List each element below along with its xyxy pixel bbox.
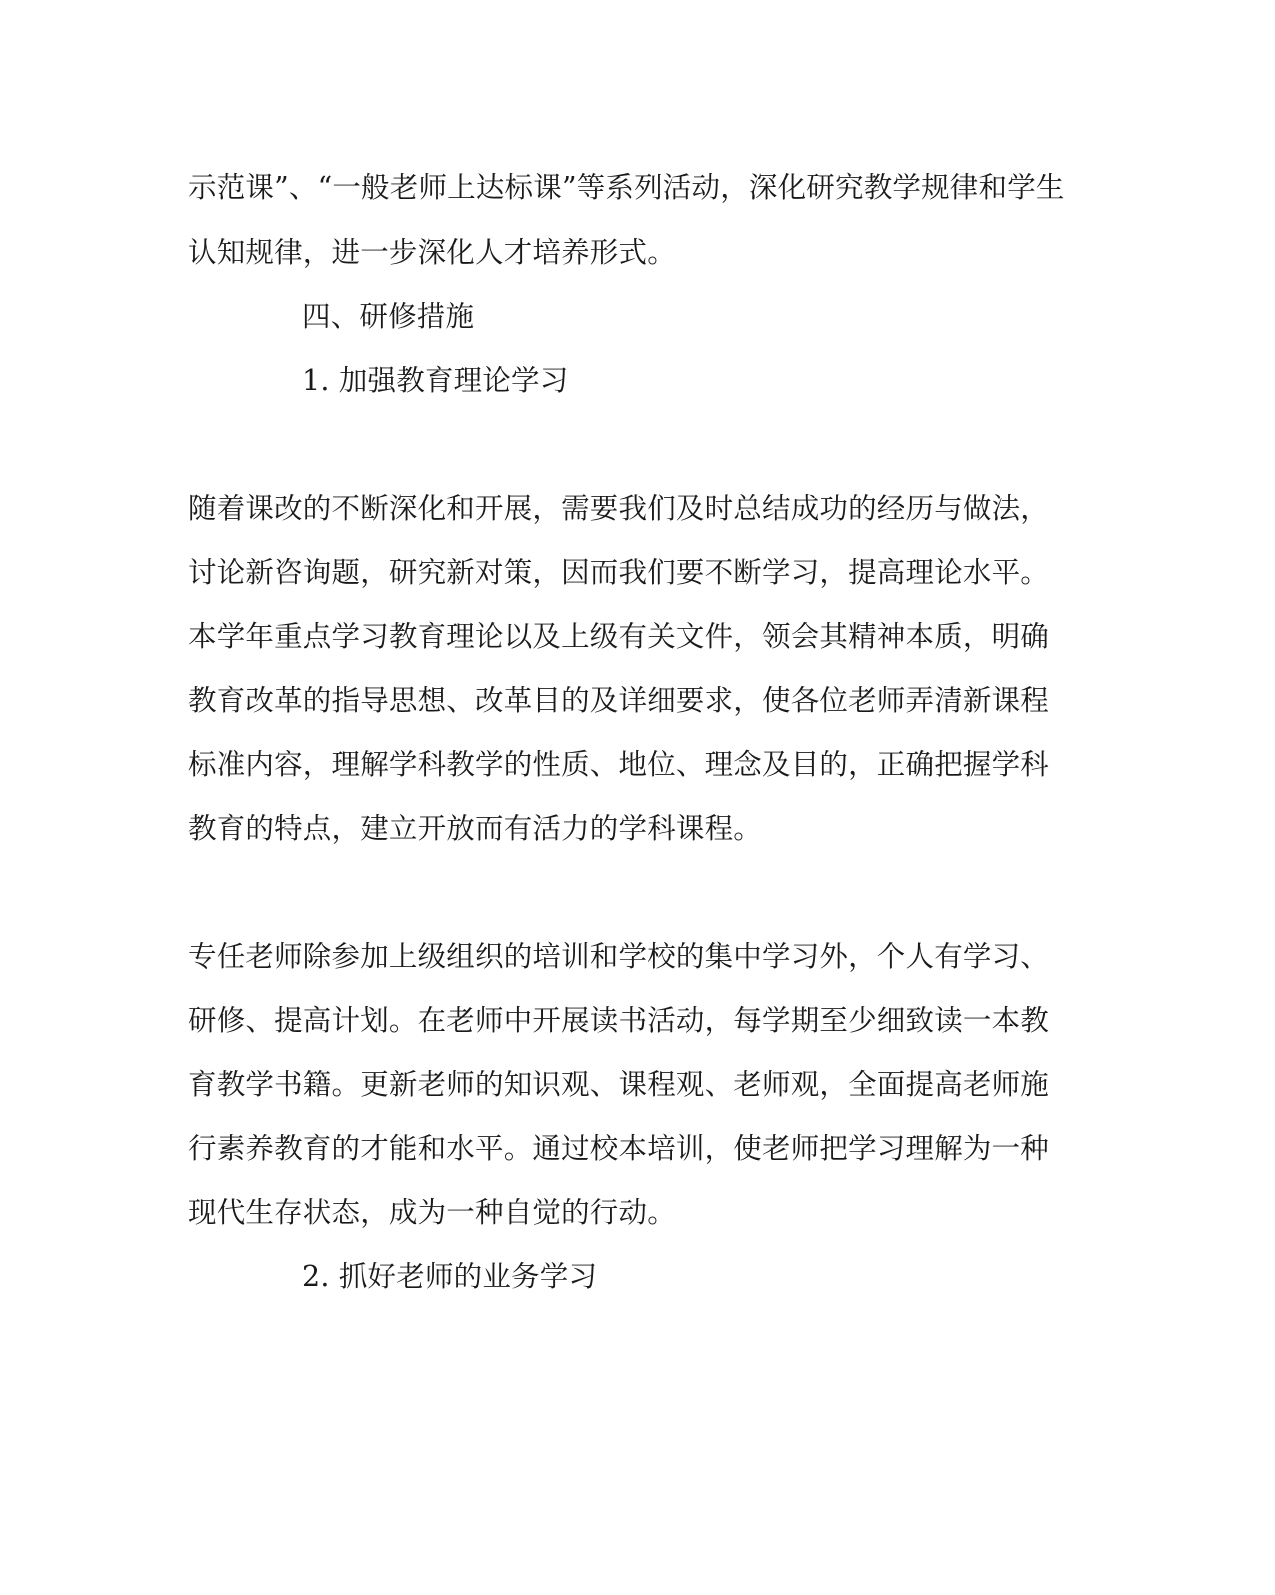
paragraph-1-line-4: 教育改革的指导思想、改革目的及详细要求，使各位老师弄清新课程: [188, 684, 1050, 717]
subheading-2: 2. 抓好老师的业务学习: [302, 1260, 598, 1293]
paragraph-2-line-3: 育教学书籍。更新老师的知识观、课程观、老师观，全面提高老师施: [188, 1068, 1050, 1101]
paragraph-1-line-2: 讨论新咨询题，研究新对策，因而我们要不断学习，提高理论水平。: [188, 556, 1050, 589]
intro-line-1: 示范课”、“一般老师上达标课”等系列活动，深化研究教学规律和学生: [188, 171, 1065, 204]
paragraph-2-line-4: 行素养教育的才能和水平。通过校本培训，使老师把学习理解为一种: [188, 1132, 1050, 1165]
subheading-1: 1. 加强教育理论学习: [302, 364, 569, 397]
paragraph-1-line-6: 教育的特点，建立开放而有活力的学科课程。: [188, 812, 763, 845]
paragraph-1-line-3: 本学年重点学习教育理论以及上级有关文件，领会其精神本质，明确: [188, 620, 1050, 653]
paragraph-2-line-1: 专任老师除参加上级组织的培训和学校的集中学习外，个人有学习、: [188, 940, 1050, 973]
paragraph-2-line-2: 研修、提高计划。在老师中开展读书活动，每学期至少细致读一本教: [188, 1004, 1050, 1037]
paragraph-2-line-5: 现代生存状态，成为一种自觉的行动。: [188, 1196, 676, 1229]
intro-line-2: 认知规律，进一步深化人才培养形式。: [188, 236, 676, 269]
paragraph-1-line-1: 随着课改的不断深化和开展，需要我们及时总结成功的经历与做法，: [188, 492, 1050, 525]
paragraph-1-line-5: 标准内容，理解学科教学的性质、地位、理念及目的，正确把握学科: [188, 748, 1050, 781]
section-heading: 四、研修措施: [302, 300, 475, 333]
